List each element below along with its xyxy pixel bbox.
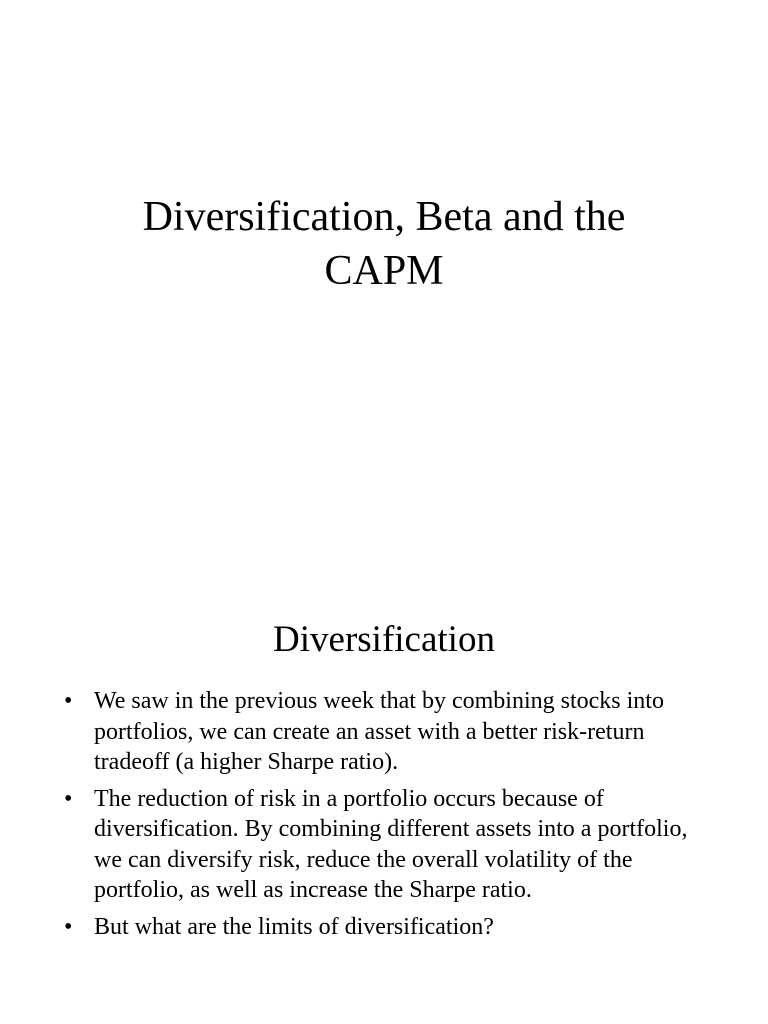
bullet-text: The reduction of risk in a portfolio occurs because of diversification. By combining different assets into a portfolio, we can diversify risk, reduce the overall volatility of the portfolio, as well as increase the Sharpe ratio.: [94, 785, 688, 903]
slide-title-line-2: CAPM: [324, 248, 444, 294]
slide-title: [0, 190, 768, 298]
bullet-text: We saw in the previous week that by combining stocks into portfolios, we can create an asset with a better risk-return tradeoff (a higher Sharpe ratio).: [94, 688, 664, 775]
bullet-list: [60, 686, 720, 948]
bullet-dot-icon: •: [64, 913, 73, 940]
bullet-text: But what are the limits of diversification?: [94, 913, 494, 940]
bullet-item: [60, 686, 720, 778]
bullet-item: [60, 784, 720, 906]
bullet-item: [60, 912, 720, 943]
bullet-dot-icon: •: [64, 688, 73, 714]
bullet-dot-icon: •: [64, 785, 73, 812]
slide-title-line-1: Diversification, Beta and the: [142, 194, 626, 240]
content-slide: [0, 576, 768, 1024]
slide-heading: Diversification: [273, 619, 495, 660]
